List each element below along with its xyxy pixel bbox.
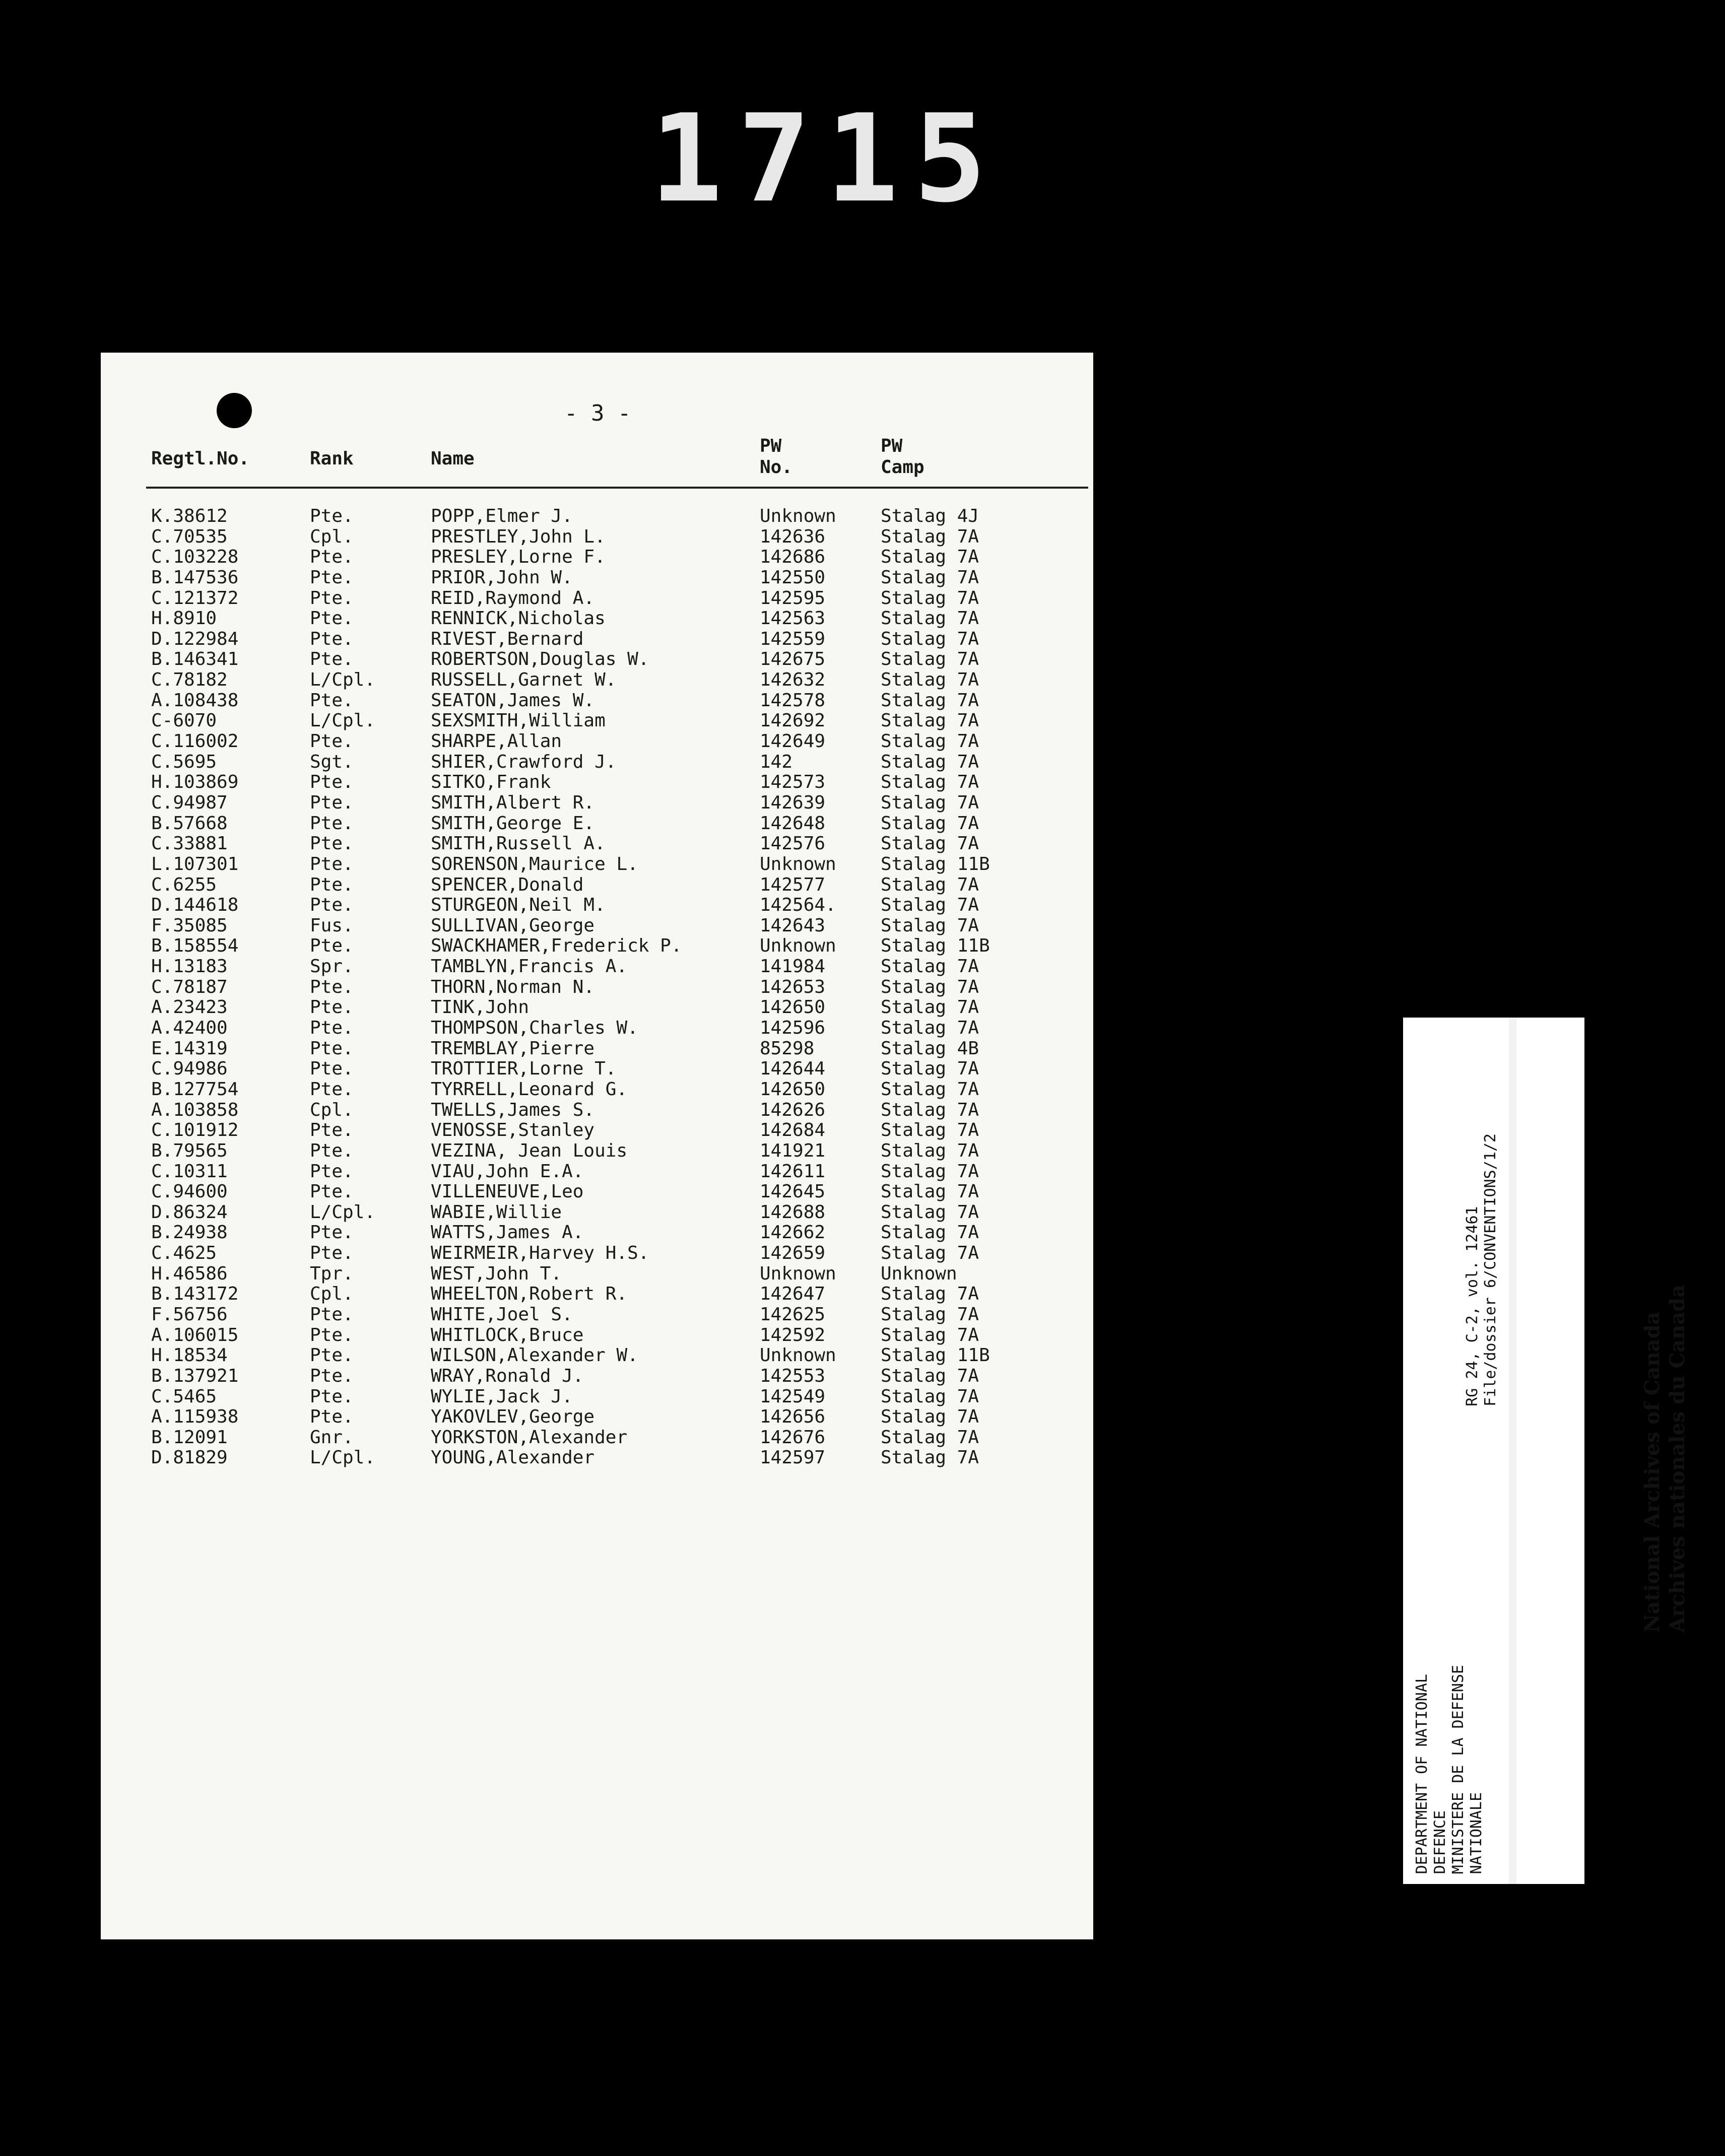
name-cell: TWELLS,James S. <box>431 1099 595 1120</box>
pw-no-cell: 142595 <box>760 587 826 609</box>
pw-camp-cell: Stalag 7A <box>881 1079 979 1100</box>
header-rank: Rank <box>310 448 354 469</box>
table-row <box>101 1305 1093 1325</box>
name-cell: WEST,John T. <box>431 1263 562 1284</box>
regtl-no-cell: C.116002 <box>151 731 239 752</box>
pw-no-cell: 142564. <box>760 895 836 916</box>
rank-cell: Pte. <box>310 895 354 916</box>
regtl-no-cell: C.78187 <box>151 976 228 997</box>
pw-no-cell: 142649 <box>760 731 826 752</box>
name-cell: PRESTLEY,John L. <box>431 526 606 547</box>
name-cell: YOUNG,Alexander <box>431 1447 595 1468</box>
rank-cell: Pte. <box>310 1038 354 1059</box>
regtl-no-cell: B.79565 <box>151 1140 228 1161</box>
pw-camp-cell: Stalag 7A <box>881 526 979 547</box>
rank-cell: Pte. <box>310 1324 354 1345</box>
document-page <box>101 353 1093 1939</box>
table-row <box>101 731 1093 752</box>
pw-camp-cell: Stalag 7A <box>881 915 979 936</box>
header-regtl-no: Regtl.No. <box>151 448 250 469</box>
table-row <box>101 568 1093 588</box>
table-header <box>101 353 1093 484</box>
pw-camp-cell: Stalag 7A <box>881 710 979 731</box>
regtl-no-cell: A.106015 <box>151 1324 239 1345</box>
regtl-no-cell: C.103228 <box>151 547 239 568</box>
pw-camp-cell: Stalag 7A <box>881 731 979 752</box>
header-rule <box>146 487 1088 489</box>
pw-no-cell: 142644 <box>760 1058 826 1080</box>
name-cell: YAKOVLEV,George <box>431 1406 595 1428</box>
name-cell: TROTTIER,Lorne T. <box>431 1058 617 1080</box>
name-cell: VEZINA, Jean Louis <box>431 1140 628 1161</box>
rank-cell: L/Cpl. <box>310 669 376 691</box>
regtl-no-cell: C.94987 <box>151 792 228 813</box>
table-row <box>101 834 1093 854</box>
rank-cell: Pte. <box>310 1243 354 1264</box>
archive-label <box>1403 1018 1689 1884</box>
regtl-no-cell: C.4625 <box>151 1243 217 1264</box>
table-row <box>101 1387 1093 1407</box>
pw-camp-cell: Stalag 7A <box>881 567 979 588</box>
name-cell: PRIOR,John W. <box>431 567 573 588</box>
name-cell: SITKO,Frank <box>431 772 551 793</box>
regtl-no-cell: C.78182 <box>151 669 228 691</box>
table-row <box>101 1428 1093 1448</box>
pw-no-cell: 142597 <box>760 1447 826 1468</box>
pw-camp-cell: Stalag 7A <box>881 772 979 793</box>
name-cell: RUSSELL,Garnet W. <box>431 669 617 691</box>
regtl-no-cell: B.146341 <box>151 649 239 670</box>
pw-no-cell: 142688 <box>760 1201 826 1223</box>
rank-cell: Pte. <box>310 1304 354 1325</box>
pw-no-cell: Unknown <box>760 506 836 526</box>
pw-no-cell: 142626 <box>760 1099 826 1120</box>
name-cell: SHIER,Crawford J. <box>431 751 617 772</box>
rank-cell: Pte. <box>310 1345 354 1366</box>
pw-camp-cell: Stalag 7A <box>881 956 979 977</box>
pw-no-cell: 142647 <box>760 1284 826 1305</box>
rank-cell: Cpl. <box>310 1284 354 1305</box>
pw-no-cell: 142675 <box>760 649 826 670</box>
regtl-no-cell: B.147536 <box>151 567 239 588</box>
table-row <box>101 814 1093 834</box>
pw-no-cell: 142611 <box>760 1161 826 1182</box>
table-row <box>101 1345 1093 1366</box>
table-row <box>101 793 1093 814</box>
pw-no-cell: 142596 <box>760 1018 826 1039</box>
table-row <box>101 1407 1093 1428</box>
regtl-no-cell: D.122984 <box>151 628 239 649</box>
rank-cell: Pte. <box>310 1386 354 1407</box>
name-cell: SMITH,Albert R. <box>431 792 595 813</box>
table-row <box>101 1284 1093 1305</box>
regtl-no-cell: E.14319 <box>151 1038 228 1059</box>
name-cell: WEIRMEIR,Harvey H.S. <box>431 1243 649 1264</box>
name-cell: SEATON,James W. <box>431 690 595 711</box>
pw-no-cell: 142573 <box>760 772 826 793</box>
pw-no-cell: Unknown <box>760 853 836 874</box>
pw-camp-cell: Stalag 7A <box>881 1427 979 1448</box>
pw-no-cell: 142578 <box>760 690 826 711</box>
table-row <box>101 1120 1093 1141</box>
name-cell: SWACKHAMER,Frederick P. <box>431 935 682 957</box>
regtl-no-cell: B.158554 <box>151 935 239 957</box>
regtl-no-cell: C.121372 <box>151 587 239 609</box>
regtl-no-cell: C.5465 <box>151 1386 217 1407</box>
rank-cell: Pte. <box>310 628 354 649</box>
rank-cell: Pte. <box>310 731 354 752</box>
table-row <box>101 1202 1093 1223</box>
table-row <box>101 1162 1093 1182</box>
table-row <box>101 752 1093 773</box>
pw-camp-cell: Stalag 7A <box>881 751 979 772</box>
pw-camp-cell: Stalag 7A <box>881 874 979 895</box>
pw-no-cell: 142577 <box>760 874 826 895</box>
regtl-no-cell: C.94986 <box>151 1058 228 1080</box>
name-cell: WHITE,Joel S. <box>431 1304 573 1325</box>
pw-camp-cell: Stalag 7A <box>881 1140 979 1161</box>
rank-cell: Cpl. <box>310 526 354 547</box>
rank-cell: Pte. <box>310 547 354 568</box>
regtl-no-cell: A.108438 <box>151 690 239 711</box>
regtl-no-cell: K.38612 <box>151 506 228 526</box>
pw-no-cell: 142576 <box>760 833 826 854</box>
page-number: - 3 - <box>564 400 631 426</box>
rank-cell: L/Cpl. <box>310 1201 376 1223</box>
table-row <box>101 1325 1093 1346</box>
rank-cell: Pte. <box>310 853 354 874</box>
table-row <box>101 977 1093 998</box>
table-row <box>101 649 1093 670</box>
regtl-no-cell: H.13183 <box>151 956 228 977</box>
pw-camp-cell: Stalag 7A <box>881 1058 979 1080</box>
table-row <box>101 691 1093 711</box>
name-cell: POPP,Elmer J. <box>431 506 573 526</box>
pw-no-cell: 142 <box>760 751 793 772</box>
pw-camp-cell: Stalag 7A <box>881 1304 979 1325</box>
rank-cell: Pte. <box>310 874 354 895</box>
regtl-no-cell: B.57668 <box>151 813 228 834</box>
rank-cell: Pte. <box>310 1140 354 1161</box>
header-pw-camp: PW Camp <box>881 436 924 478</box>
name-cell: SPENCER,Donald <box>431 874 584 895</box>
rank-cell: Pte. <box>310 1058 354 1080</box>
rank-cell: Pte. <box>310 997 354 1018</box>
name-cell: PRESLEY,Lorne F. <box>431 547 606 568</box>
rank-cell: Pte. <box>310 1018 354 1039</box>
regtl-no-cell: F.35085 <box>151 915 228 936</box>
name-cell: WILSON,Alexander W. <box>431 1345 638 1366</box>
rank-cell: Cpl. <box>310 1099 354 1120</box>
rank-cell: Pte. <box>310 1120 354 1141</box>
pw-camp-cell: Stalag 7A <box>881 669 979 691</box>
name-cell: THOMPSON,Charles W. <box>431 1018 638 1039</box>
pw-no-cell: 142625 <box>760 1304 826 1325</box>
pw-no-cell: 142656 <box>760 1406 826 1428</box>
table-row <box>101 1366 1093 1387</box>
name-cell: VIAU,John E.A. <box>431 1161 584 1182</box>
pw-camp-cell: Stalag 7A <box>881 1222 979 1243</box>
pw-camp-cell: Stalag 7A <box>881 1284 979 1305</box>
regtl-no-cell: C.6255 <box>151 874 217 895</box>
pw-camp-cell: Stalag 7A <box>881 628 979 649</box>
rank-cell: Pte. <box>310 976 354 997</box>
table-row <box>101 1243 1093 1264</box>
pw-camp-cell: Stalag 7A <box>881 1243 979 1264</box>
table-row <box>101 1039 1093 1059</box>
pw-no-cell: 142553 <box>760 1365 826 1386</box>
pw-camp-cell: Stalag 7A <box>881 1386 979 1407</box>
rank-cell: Pte. <box>310 792 354 813</box>
name-cell: SORENSON,Maurice L. <box>431 853 638 874</box>
pw-no-cell: 142650 <box>760 1079 826 1100</box>
regtl-no-cell: C.10311 <box>151 1161 228 1182</box>
pw-no-cell: 142559 <box>760 628 826 649</box>
department-text: DEPARTMENT OF NATIONAL DEFENCE MINISTERE DE LA DEFENSE NATIONALE <box>1413 1664 1485 1874</box>
table-row <box>101 629 1093 650</box>
regtl-no-cell: C-6070 <box>151 710 217 731</box>
rank-cell: Pte. <box>310 772 354 793</box>
regtl-no-cell: D.144618 <box>151 895 239 916</box>
rank-cell: Sgt. <box>310 751 354 772</box>
pw-no-cell: 142592 <box>760 1324 826 1345</box>
table-row <box>101 936 1093 957</box>
name-cell: VILLENEUVE,Leo <box>431 1181 584 1202</box>
pw-camp-cell: Stalag 7A <box>881 1181 979 1202</box>
pw-camp-cell: Stalag 7A <box>881 1120 979 1141</box>
pw-no-cell: Unknown <box>760 935 836 957</box>
pw-camp-cell: Stalag 7A <box>881 1018 979 1039</box>
pw-no-cell: 142686 <box>760 547 826 568</box>
name-cell: STURGEON,Neil M. <box>431 895 606 916</box>
regtl-no-cell: C.5695 <box>151 751 217 772</box>
name-cell: WYLIE,Jack J. <box>431 1386 573 1407</box>
pw-no-cell: Unknown <box>760 1345 836 1366</box>
pw-camp-cell: Stalag 7A <box>881 1406 979 1428</box>
pw-camp-cell: Stalag 7A <box>881 1201 979 1223</box>
table-row <box>101 527 1093 548</box>
rank-cell: Pte. <box>310 833 354 854</box>
pw-camp-cell: Stalag 4B <box>881 1038 979 1059</box>
pw-camp-cell: Stalag 7A <box>881 833 979 854</box>
name-cell: ROBERTSON,Douglas W. <box>431 649 649 670</box>
name-cell: SHARPE,Allan <box>431 731 562 752</box>
regtl-no-cell: D.81829 <box>151 1447 228 1468</box>
regtl-no-cell: B.12091 <box>151 1427 228 1448</box>
table-row <box>101 1141 1093 1162</box>
prisoner-list <box>101 506 1093 1468</box>
pw-camp-cell: Stalag 7A <box>881 608 979 629</box>
pw-no-cell: 142632 <box>760 669 826 691</box>
pw-camp-cell: Stalag 7A <box>881 1324 979 1345</box>
regtl-no-cell: C.101912 <box>151 1120 239 1141</box>
rank-cell: Tpr. <box>310 1263 354 1284</box>
rank-cell: Pte. <box>310 1365 354 1386</box>
table-row <box>101 547 1093 568</box>
name-cell: SMITH,Russell A. <box>431 833 606 854</box>
archive-name-panel <box>1516 1018 1689 1884</box>
rank-cell: Pte. <box>310 1079 354 1100</box>
table-row <box>101 1448 1093 1468</box>
rank-cell: Pte. <box>310 608 354 629</box>
rank-cell: Pte. <box>310 1222 354 1243</box>
name-cell: TREMBLAY,Pierre <box>431 1038 595 1059</box>
table-row <box>101 1018 1093 1039</box>
name-cell: THORN,Norman N. <box>431 976 595 997</box>
rank-cell: Pte. <box>310 690 354 711</box>
pw-camp-cell: Stalag 11B <box>881 935 990 957</box>
rank-cell: L/Cpl. <box>310 1447 376 1468</box>
regtl-no-cell: B.137921 <box>151 1365 239 1386</box>
pw-camp-cell: Unknown <box>881 1263 957 1284</box>
regtl-no-cell: B.143172 <box>151 1284 239 1305</box>
rank-cell: Pte. <box>310 1181 354 1202</box>
name-cell: SULLIVAN,George <box>431 915 595 936</box>
pw-no-cell: 142650 <box>760 997 826 1018</box>
name-cell: WHITLOCK,Bruce <box>431 1324 584 1345</box>
microfilm-frame-number: 1715 <box>650 88 1002 229</box>
regtl-no-cell: D.86324 <box>151 1201 228 1223</box>
table-row <box>101 875 1093 896</box>
regtl-no-cell: H.8910 <box>151 608 217 629</box>
pw-camp-cell: Stalag 7A <box>881 976 979 997</box>
pw-camp-cell: Stalag 7A <box>881 690 979 711</box>
rank-cell: Pte. <box>310 1161 354 1182</box>
table-row <box>101 916 1093 936</box>
regtl-no-cell: H.46586 <box>151 1263 228 1284</box>
regtl-no-cell: B.24938 <box>151 1222 228 1243</box>
pw-camp-cell: Stalag 7A <box>881 1447 979 1468</box>
pw-camp-cell: Stalag 7A <box>881 997 979 1018</box>
table-row <box>101 997 1093 1018</box>
pw-no-cell: Unknown <box>760 1263 836 1284</box>
header-name: Name <box>431 448 475 469</box>
name-cell: TAMBLYN,Francis A. <box>431 956 628 977</box>
name-cell: RENNICK,Nicholas <box>431 608 606 629</box>
pw-camp-cell: Stalag 7A <box>881 649 979 670</box>
pw-no-cell: 142639 <box>760 792 826 813</box>
pw-no-cell: 142550 <box>760 567 826 588</box>
pw-no-cell: 142659 <box>760 1243 826 1264</box>
pw-no-cell: 142643 <box>760 915 826 936</box>
pw-no-cell: 142662 <box>760 1222 826 1243</box>
rank-cell: Pte. <box>310 649 354 670</box>
name-cell: WRAY,Ronald J. <box>431 1365 584 1386</box>
rank-cell: Pte. <box>310 813 354 834</box>
pw-no-cell: 142653 <box>760 976 826 997</box>
pw-camp-cell: Stalag 11B <box>881 1345 990 1366</box>
pw-camp-cell: Stalag 7A <box>881 895 979 916</box>
table-row <box>101 957 1093 977</box>
regtl-no-cell: A.115938 <box>151 1406 239 1428</box>
regtl-no-cell: H.18534 <box>151 1345 228 1366</box>
pw-camp-cell: Stalag 7A <box>881 813 979 834</box>
table-row <box>101 711 1093 731</box>
rank-cell: Pte. <box>310 506 354 526</box>
name-cell: SMITH,George E. <box>431 813 595 834</box>
reference-text: RG 24, C-2, vol. 12461 File/dossier 6/CONVENTIONS/1/2 <box>1464 1133 1499 1406</box>
pw-no-cell: 142684 <box>760 1120 826 1141</box>
table-row <box>101 670 1093 691</box>
rank-cell: L/Cpl. <box>310 710 376 731</box>
name-cell: WHEELTON,Robert R. <box>431 1284 628 1305</box>
table-row <box>101 1080 1093 1100</box>
rank-cell: Pte. <box>310 1406 354 1428</box>
name-cell: REID,Raymond A. <box>431 587 595 609</box>
name-cell: TINK,John <box>431 997 529 1018</box>
table-row <box>101 609 1093 629</box>
pw-camp-cell: Stalag 4J <box>881 506 979 526</box>
pw-no-cell: 142563 <box>760 608 826 629</box>
regtl-no-cell: H.103869 <box>151 772 239 793</box>
table-row <box>101 588 1093 609</box>
regtl-no-cell: A.103858 <box>151 1099 239 1120</box>
regtl-no-cell: A.42400 <box>151 1018 228 1039</box>
pw-camp-cell: Stalag 7A <box>881 547 979 568</box>
name-cell: WABIE,Willie <box>431 1201 562 1223</box>
pw-no-cell: 142645 <box>760 1181 826 1202</box>
table-row <box>101 772 1093 793</box>
regtl-no-cell: C.94600 <box>151 1181 228 1202</box>
rank-cell: Pte. <box>310 587 354 609</box>
name-cell: TYRRELL,Leonard G. <box>431 1079 628 1100</box>
rank-cell: Spr. <box>310 956 354 977</box>
rank-cell: Pte. <box>310 935 354 957</box>
pw-no-cell: 141984 <box>760 956 826 977</box>
table-row <box>101 1264 1093 1285</box>
regtl-no-cell: B.127754 <box>151 1079 239 1100</box>
table-row <box>101 854 1093 875</box>
header-pw-no: PW No. <box>760 436 793 478</box>
pw-camp-cell: Stalag 7A <box>881 1161 979 1182</box>
regtl-no-cell: F.56756 <box>151 1304 228 1325</box>
table-row <box>101 1223 1093 1243</box>
pw-camp-cell: Stalag 7A <box>881 1365 979 1386</box>
rank-cell: Gnr. <box>310 1427 354 1448</box>
pw-camp-cell: Stalag 7A <box>881 792 979 813</box>
table-row <box>101 1100 1093 1121</box>
pw-camp-cell: Stalag 7A <box>881 1099 979 1120</box>
pw-no-cell: 141921 <box>760 1140 826 1161</box>
pw-no-cell: 142648 <box>760 813 826 834</box>
name-cell: SEXSMITH,William <box>431 710 606 731</box>
regtl-no-cell: C.70535 <box>151 526 228 547</box>
rank-cell: Pte. <box>310 567 354 588</box>
name-cell: YORKSTON,Alexander <box>431 1427 628 1448</box>
pw-no-cell: 85298 <box>760 1038 815 1059</box>
name-cell: RIVEST,Bernard <box>431 628 584 649</box>
department-panel <box>1403 1018 1509 1884</box>
name-cell: VENOSSE,Stanley <box>431 1120 595 1141</box>
table-row <box>101 895 1093 916</box>
table-row <box>101 1182 1093 1202</box>
table-row <box>101 1059 1093 1080</box>
pw-camp-cell: Stalag 11B <box>881 853 990 874</box>
pw-no-cell: 142676 <box>760 1427 826 1448</box>
regtl-no-cell: A.23423 <box>151 997 228 1018</box>
archive-name: National Archives of Canada Archives nationales du Canada <box>1640 1285 1689 1633</box>
regtl-no-cell: L.107301 <box>151 853 239 874</box>
pw-no-cell: 142636 <box>760 526 826 547</box>
rank-cell: Fus. <box>310 915 354 936</box>
pw-no-cell: 142692 <box>760 710 826 731</box>
pw-no-cell: 142549 <box>760 1386 826 1407</box>
pw-camp-cell: Stalag 7A <box>881 587 979 609</box>
table-row <box>101 506 1093 527</box>
regtl-no-cell: C.33881 <box>151 833 228 854</box>
name-cell: WATTS,James A. <box>431 1222 584 1243</box>
